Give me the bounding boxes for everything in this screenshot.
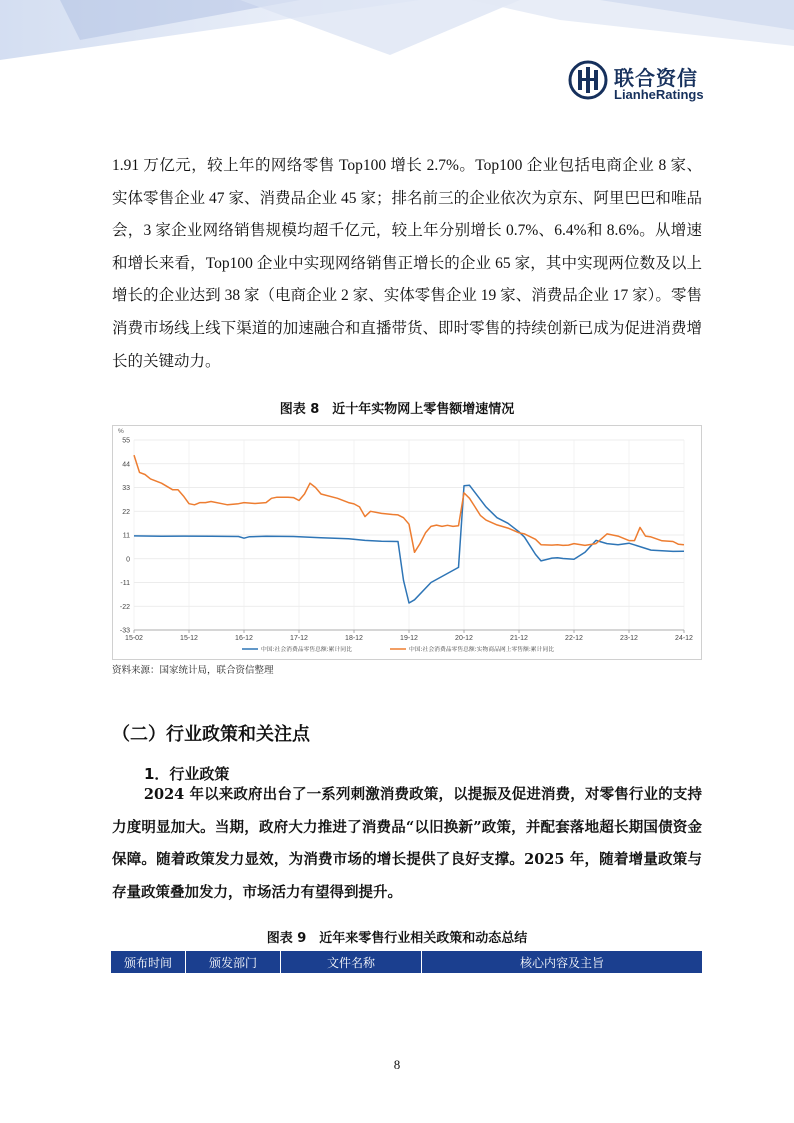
x-tick-label: 23-12 [620,635,638,642]
policy-paragraph: 2024 年以来政府出台了一系列刺激消费政策，以提振及促进消费，对零售行业的支持力度明显加大。当期，政府大力推进了消费品“以旧换新”政策，并配套落地超长期国债资金保障。随着政策发力显效，为消费市场的增长提供了良好支撑。2025 年，随着增量政策与存量政策叠加发力，市场活力有望得到提升。 [112,786,702,901]
growth-line-chart [112,425,702,660]
y-tick-label: 0 [126,556,130,564]
y-tick-label: -11 [120,580,130,587]
x-tick-label: 16-12 [235,635,253,642]
x-tick-label: 20-12 [455,635,473,642]
brand-name-cn: 联合资信 [614,66,698,90]
sub-heading: 1．行业政策 [144,765,230,783]
x-tick-label: 21-12 [510,635,528,642]
y-tick-label: 33 [122,485,130,492]
column-header-document: 文件名称 [281,951,422,973]
policy-table-header [111,951,702,973]
body-paragraph: 1.91 万亿元，较上年的网络零售 Top100 增长 2.7%。Top100 企业包括电商企业 8 家、实体零售企业 47 家、消费品企业 45 家；排名前三的企业依次为京东、阿里巴巴和唯品会，3 家企业网络销售规模均超千亿元，较上年分别增长 0.7%、6.4%和 8.6%。从增速和增长来看，Top100 企业中实现网络销售正增长的企业 65 家，其中实现两位数及以上增长的企业达到 38 家（电商企业 2 家、实体零售企业 19 家、消费品企业 17 家）。零售消费市场线上线下渠道的加速融合和直播带货、即时零售的持续创新已成为促进消费增长的关键动力。 [112,157,702,370]
legend-label: 中国:社会消费品零售总额:累计同比 [261,647,352,653]
legend-label: 中国:社会消费品零售总额:实物商品网上零售额:累计同比 [409,647,554,653]
y-axis-label: % [118,428,124,435]
figure8-source: 资料来源：国家统计局，联合资信整理 [112,665,274,676]
y-tick-label: 22 [122,508,130,516]
figure8-title: 图表 8 近十年实物网上零售额增速情况 [279,402,515,417]
y-tick-label: 55 [122,437,130,445]
x-tick-label: 24-12 [675,635,693,642]
column-header-content: 核心内容及主旨 [422,951,702,973]
column-header-date: 颁布时间 [111,951,186,973]
page-number: 8 [393,1057,401,1072]
section-heading: （二）行业政策和关注点 [112,724,310,745]
x-tick-label: 19-12 [400,635,418,642]
x-tick-label: 18-12 [345,635,363,642]
y-tick-label: 44 [122,461,130,469]
y-tick-label: 11 [122,532,130,540]
x-tick-label: 15-12 [180,635,198,642]
y-tick-label: -33 [119,627,130,635]
x-tick-label: 17-12 [290,635,308,642]
x-tick-label: 22-12 [565,635,583,642]
y-tick-label: -22 [119,603,130,611]
brand-logo [568,60,708,104]
x-tick-label: 15-02 [125,635,143,642]
figure9-title: 图表 9 近年来零售行业相关政策和动态总结 [266,931,528,946]
brand-mark-icon [568,60,608,100]
brand-name-en: LianheRatings [614,87,704,102]
column-header-department: 颁发部门 [186,951,281,973]
